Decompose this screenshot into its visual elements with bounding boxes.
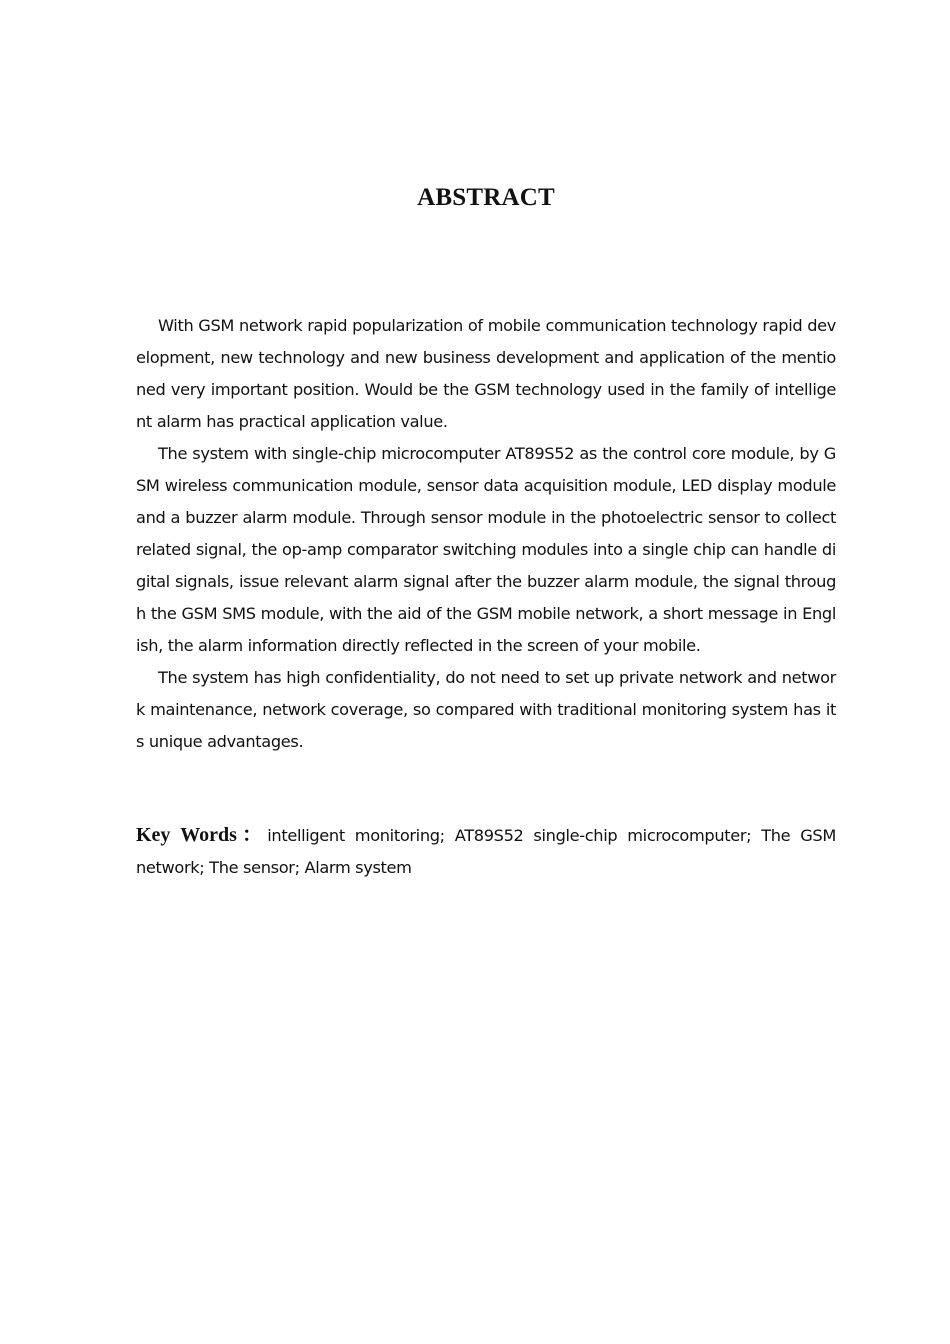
keywords-text: intelligent monitoring; AT89S52 single-chip microcomputer; The GSM network; The sensor; Alarm system (136, 826, 836, 877)
abstract-title: ABSTRACT (417, 184, 555, 211)
keywords-label: Key Words： (136, 824, 268, 846)
abstract-paragraph-2: The system with single-chip microcomputer AT89S52 as the control core module, by GSM wireless communication module, sensor data acquisition module, LED display module and a buzzer alarm module. Through sensor module in the photoelectric sensor to collect related signal, the op-amp comparator switching modules into a single chip can handle digital signals, issue relevant alarm signal after the buzzer alarm module, the signal through the GSM SMS module, with the aid of the GSM mobile network, a short message in English, the alarm information directly reflected in the screen of your mobile. (136, 444, 836, 655)
abstract-body (136, 310, 836, 758)
abstract-paragraph-3: The system has high confidentiality, do not need to set up private network and network maintenance, network coverage, so compared with traditional monitoring system has its unique advantages. (136, 668, 836, 751)
keywords-block (136, 819, 836, 884)
abstract-paragraph-1: With GSM network rapid popularization of mobile communication technology rapid development, new technology and new business development and application of the mentioned very important position. Would be the GSM technology used in the family of intelligent alarm has practical application value. (136, 316, 836, 431)
